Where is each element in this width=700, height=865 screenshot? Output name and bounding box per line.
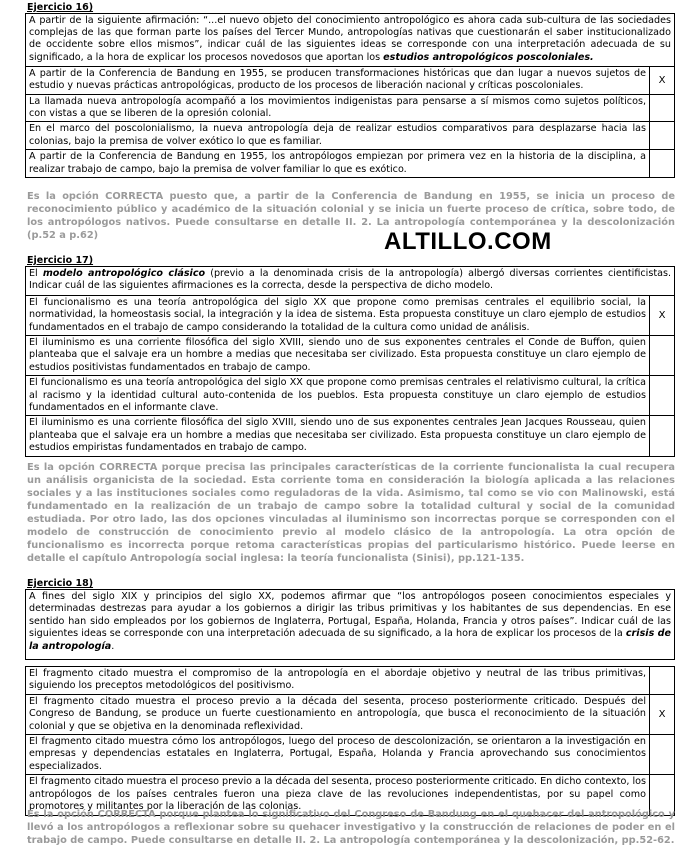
option-mark xyxy=(650,416,674,455)
option-text: El iluminismo es una corriente filosófica del siglo XVIII, siendo uno de sus exponentes centrales Jean Jacques Rousseau, quien planteaba que el salvaje era un hombre a medias que necesitaba ser civilizado. Esta propuesta constituye un claro ejemplo de estudios empiristas fundamentados en trabajo de campo. xyxy=(26,416,650,455)
exercise-18-label: Ejercicio 18) xyxy=(27,578,94,589)
exercise-17-box xyxy=(25,266,675,457)
exercise-17-answer: Es la opción CORRECTA porque precisa las principales características de la corriente funcionalista la cual recupera un análisis organicista de la sociedad. Esta corriente toma en consideración la biología aplicada a las relaciones sociales y a las instituciones sociales como reguladoras de la vida. Asimismo, tal como se vio con Malinowski, está fundamentado en la realización de un trabajo de campo sobre la totalidad cultural y social de la comunidad estudiada. Por otro lado, las dos opciones vinculadas al iluminismo son incorrectas porque se corresponden con el modelo de construcción de conocimiento previo al modelo clásico de la antropología. La otra opción de funcionalismo es incorrecta porque retoma características propias del particularismo histórico. Puede leerse en detalle el capítulo Antropología social inglesa: la teoría funcionalista (Sinisi), pp.121-135. xyxy=(27,462,675,564)
option-mark xyxy=(650,95,674,122)
option-text: El fragmento citado muestra el compromiso de la antropología en el abordaje objetivo y neutral de las tribus primitivas, siguiendo los preceptos metodológicos del positivismo. xyxy=(26,667,650,694)
option-mark xyxy=(650,667,674,694)
option-text: La llamada nueva antropología acompañó a los movimientos indigenistas para pensarse a sí mismos como sujetos políticos, con vistas a que se liberen de la opresión colonial. xyxy=(26,95,650,122)
exercise-16-label: Ejercicio 16) xyxy=(27,2,94,13)
option-text: A partir de la Conferencia de Bandung en 1955, se producen transformaciones históricas que dan lugar a nuevos sujetos de estudio y nuevas prácticas antropológicas, producto de los procesos de liberación nacional y críticas poscoloniales. xyxy=(26,67,650,94)
exercise-16-box xyxy=(25,13,675,178)
exercise-16-option-3[interactable] xyxy=(25,122,675,150)
exercise-16-answer: Es la opción CORRECTA puesto que, a partir de la Conferencia de Bandung en 1955, se inicia un proceso de reconocimiento público y académico de la situación colonial y se inicia un fuerte proceso de crítica, sobre todo, de los antropólogos nativos. Puede consultarse en detalle II. 2. La antropología contemporánea y la descolonización (p.52 a p.62) xyxy=(27,191,675,241)
option-text: El iluminismo es una corriente filosófica del siglo XVIII, siendo uno de sus exponentes centrales el Conde de Buffon, quien planteaba que el salvaje era un hombre a medias que necesitaba ser civilizado. Esta propuesta constituye un claro ejemplo de estudios positivistas fundamentados en trabajo de campo. xyxy=(26,336,650,375)
exercise-17-question xyxy=(25,266,675,295)
option-text: El fragmento citado muestra el proceso previo a la década del sesenta, proceso posteriormente criticado. En dicho contexto, los antropólogos de los países centrales fueron una pieza clave de las revoluciones independentistas, por su papel como promotores y militantes por la liberación de las colonias. xyxy=(26,775,650,814)
option-text: El funcionalismo es una teoría antropológica del siglo XX que propone como premisas centrales el relativismo cultural, la crítica al racismo y la identidad cultural auto-contenida de los pueblos. Esta propuesta constituye un claro ejemplo de estudios fundamentados en el informante clave. xyxy=(26,376,650,415)
exercise-17-option-2[interactable] xyxy=(25,336,675,376)
exercise-17-option-3[interactable] xyxy=(25,376,675,416)
exercise-18-stem-post: . xyxy=(111,640,115,652)
option-text: El funcionalismo es una teoría antropológica del siglo XX que propone como premisas centrales el equilibrio social, la normatividad, la homeostasis social, la integración y la idea de sistema. Esta propuesta constituye un claro ejemplo de estudios fundamentados en el trabajo de campo considerando la totalidad de la cultura como unidad de análisis. xyxy=(26,296,650,335)
option-mark xyxy=(650,122,674,149)
exercise-18-question xyxy=(25,589,675,660)
exercise-16-stem: A partir de la siguiente afirmación: “...el nuevo objeto del conocimiento antropológico es ahora cada sub-cultura de las sociedades complejas de las que forman parte los países del Tercer Mundo, antropologías nativas que cuestionarán el saber institucionalizado de occidente sobre ellos mismos”, indicar cuál de las siguientes ideas se corresponde con una interpretación adecuada de su significado, a la hora de explicar los procesos novedosos que aportan los xyxy=(29,15,671,63)
exercise-17-option-4[interactable] xyxy=(25,416,675,456)
option-mark xyxy=(650,376,674,415)
exercise-16-option-2[interactable] xyxy=(25,95,675,123)
exercise-17-stem-pre: El xyxy=(29,268,43,279)
exercise-17-stem-emphasis: modelo antropológico clásico xyxy=(42,268,206,279)
option-mark: X xyxy=(658,74,666,86)
exercise-17-label: Ejercicio 17) xyxy=(27,255,94,266)
exercise-16-option-4[interactable] xyxy=(25,150,675,178)
option-mark xyxy=(650,336,674,375)
option-mark xyxy=(650,150,674,177)
exercise-16-stem-emphasis: estudios antropológicos poscoloniales. xyxy=(383,51,594,63)
exercise-17-stem-post: (previo a la denominada crisis de la antropología) albergó diversas corrientes cientificistas. Indicar cuál de las siguientes afirmaciones es la correcta, desde la perspectiva de dicho modelo. xyxy=(29,268,672,292)
altillo-watermark: ALTILLO.COM xyxy=(384,228,552,255)
exercise-18-box xyxy=(25,589,675,816)
exercise-16-question xyxy=(25,13,675,66)
option-text: En el marco del poscolonialismo, la nueva antropología deja de realizar estudios comparativos para desplazarse hacia las colonias, bajo la premisa de volver exótico lo que es familiar. xyxy=(26,122,650,149)
option-mark: X xyxy=(658,309,666,321)
exercise-17-option-1[interactable] xyxy=(25,295,675,336)
exercise-18-option-1[interactable] xyxy=(25,666,675,695)
exercise-18-option-2[interactable] xyxy=(25,695,675,735)
exercise-16-option-1[interactable] xyxy=(25,66,675,95)
exercise-18-stem-emphasis: crisis de la antropología xyxy=(29,628,671,652)
option-text: A partir de la Conferencia de Bandung en 1955, los antropólogos empiezan por primera vez en la historia de la disciplina, a realizar trabajo de campo, bajo la premisa de volver familiar lo que es exótico. xyxy=(26,150,650,177)
exercise-18-stem-pre: A fines del siglo XIX y principios del siglo XX, podemos afirmar que “los antropólogos poseen conocimientos especiales y determinadas destrezas para ayudar a los gobiernos a dirigir las tribus primitivas y los habitantes de sus dependencias. En ese sentido han sido empleados por los gobiernos de Inglaterra, Portugal, España, Holanda, Francia y otros países”. Indicar cuál de las siguientes ideas se corresponde con una interpretación adecuada de su significado, a la hora de explicar los procesos de la xyxy=(29,591,671,640)
option-mark: X xyxy=(658,708,666,720)
exercise-18-option-3[interactable] xyxy=(25,735,675,775)
option-text: El fragmento citado muestra el proceso previo a la década del sesenta, proceso posteriormente criticado. Después del Congreso de Bandung, se produce un fuerte cuestionamiento en antropología, que busca el reconocimiento de la situación colonial y que se objetiva en la denominada reflexividad. xyxy=(26,695,650,734)
option-text: El fragmento citado muestra cómo los antropólogos, luego del proceso de descolonización, se orientaron a la investigación en empresas y dependencias estatales en Inglaterra, Portugal, España, Holanda y Francia aprovechando sus conocimientos especializados. xyxy=(26,735,650,774)
exercise-18-answer: Es la opción CORRECTA porque plantea lo significativo del Congreso de Bandung en el quehacer del antropológico y llevó a los antropólogos a reflexionar sobre su quehacer investigativo y la construcción de relaciones de poder en el trabajo de campo. Puede consultarse en detalle II. 2. La antropología contemporánea y la descolonización, pp.52-62. xyxy=(27,809,675,846)
option-mark xyxy=(650,735,674,774)
